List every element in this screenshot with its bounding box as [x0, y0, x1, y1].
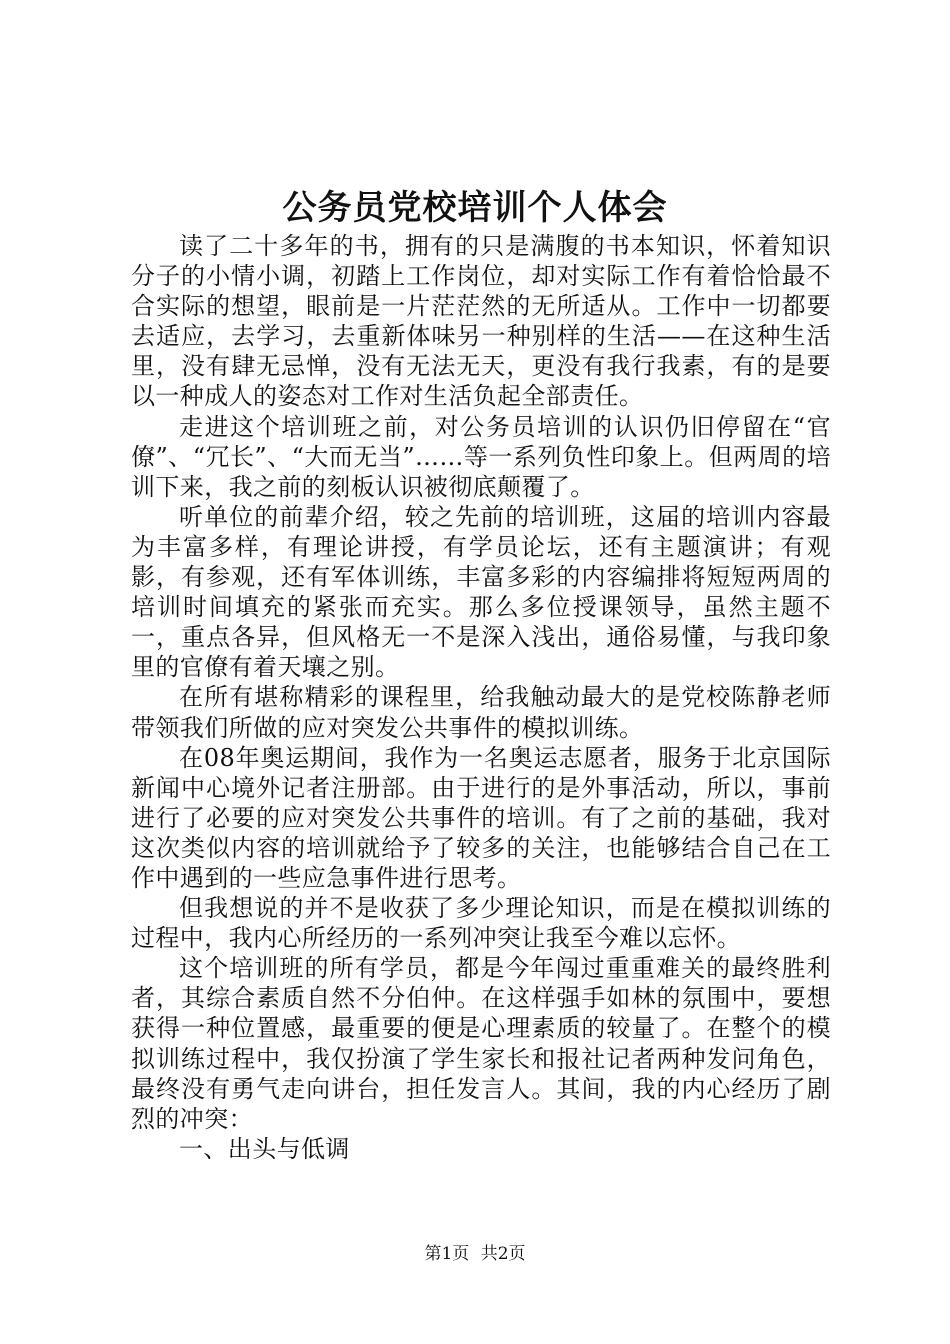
document-body	[131, 231, 831, 1164]
paragraph: 在所有堪称精彩的课程里，给我触动最大的是党校陈静老师带领我们所做的应对突发公共事件的模拟训练。	[131, 683, 831, 742]
page-number: 第1页	[424, 1244, 470, 1264]
paragraph: 但我想说的并不是收获了多少理论知识，而是在模拟训练的过程中，我内心所经历的一系列冲突让我至今难以忘怀。	[131, 894, 831, 953]
paragraph: 这个培训班的所有学员，都是今年闯过重重难关的最终胜利者，其综合素质自然不分伯仲。在这样强手如林的氛围中，要想获得一种位置感，最重要的便是心理素质的较量了。在整个的模拟训练过程中，我仅扮演了学生家长和报社记者两种发问角色，最终没有勇气走向讲台，担任发言人。其间，我的内心经历了剧烈的冲突：	[131, 954, 831, 1133]
document-title: 公务员党校培训个人体会	[282, 188, 668, 228]
section-heading: 一、出头与低调	[179, 1134, 350, 1163]
paragraph: 读了二十多年的书，拥有的只是满腹的书本知识，怀着知识分子的小情小调，初踏上工作岗位，却对实际工作有着恰恰最不合实际的想望，眼前是一片茫茫然的无所适从。工作中一切都要去适应，去学习，去重新体味另一种别样的生活——在这种生活里，没有肆无忌惮，没有无法无天，更没有我行我素，有的是要以一种成人的姿态对工作对生活负起全部责任。	[131, 232, 831, 411]
page-footer	[0, 1242, 950, 1266]
paragraph: 听单位的前辈介绍，较之先前的培训班，这届的培训内容最为丰富多样，有理论讲授，有学员论坛，还有主题演讲；有观影，有参观，还有军体训练，丰富多彩的内容编排将短短两周的培训时间填充的紧张而充实。那么多位授课领导，虽然主题不一，重点各异，但风格无一不是深入浅出，通俗易懂，与我印象里的官僚有着天壤之别。	[131, 502, 831, 682]
page-total: 共2页	[480, 1244, 526, 1264]
paragraph: 在08年奥运期间，我作为一名奥运志愿者，服务于北京国际新闻中心境外记者注册部。由于进行的是外事活动，所以，事前进行了必要的应对突发公共事件的培训。有了之前的基础，我对这次类似内容的培训就给予了较多的关注，也能够结合自己在工作中遇到的一些应急事件进行思考。	[131, 743, 831, 892]
paragraph: 走进这个培训班之前，对公务员培训的认识仍旧停留在“官僚”、“冗长”、“大而无当”……等一系列负性印象上。但两周的培训下来，我之前的刻板认识被彻底颠覆了。	[131, 412, 831, 501]
